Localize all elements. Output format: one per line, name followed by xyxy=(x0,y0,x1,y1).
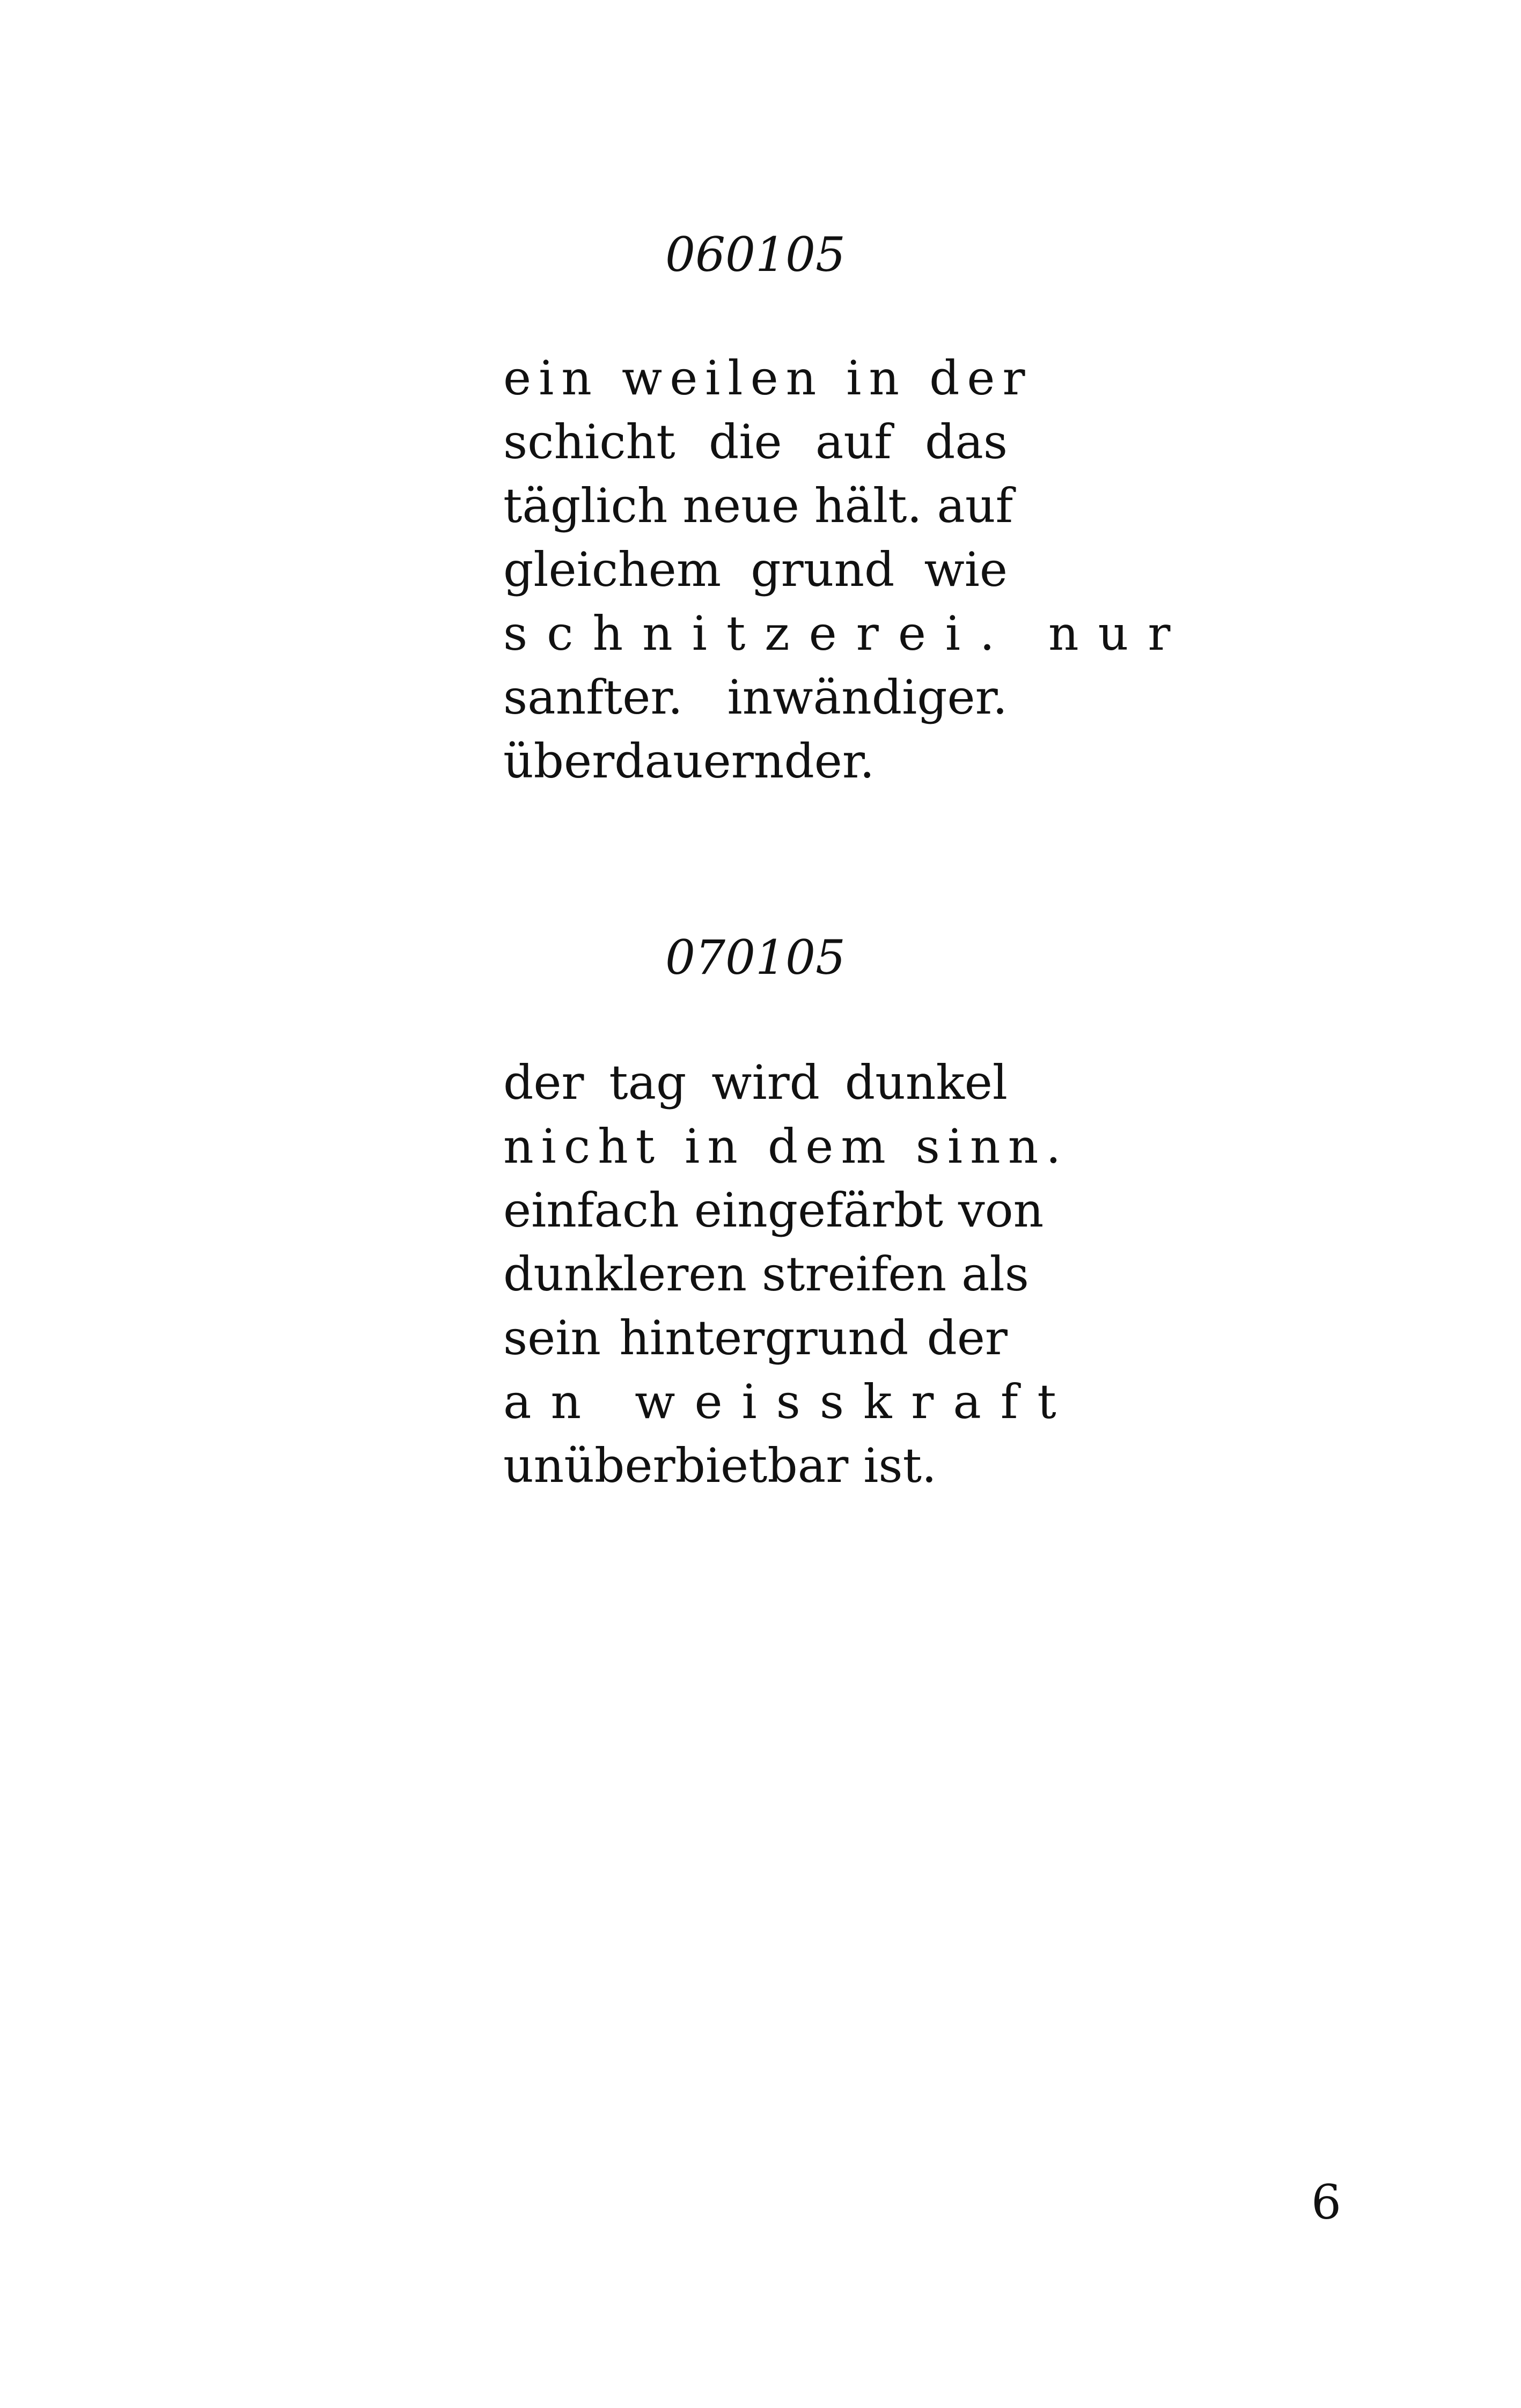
poem-line: täglich neue hält. auf xyxy=(503,478,1013,533)
poem-line: sein hintergrund der xyxy=(503,1310,1008,1365)
poem-body-060105 xyxy=(503,346,1190,793)
poem-line: schicht die auf das xyxy=(503,414,1008,469)
page-number: 6 xyxy=(1311,2175,1341,2230)
poem-line: nicht in dem sinn. xyxy=(503,1119,1069,1174)
poem-line: unüberbietbar ist. xyxy=(503,1438,937,1493)
poem-line: ein weilen in der xyxy=(503,350,1033,406)
poem-line: sanfter. inwändiger. xyxy=(503,670,1008,725)
poem-line: überdauernder. xyxy=(503,733,875,789)
poem-body-070105 xyxy=(503,1051,1076,1497)
poem-line: an weisskraft xyxy=(503,1374,1076,1429)
poem-line: schnitzerei. nur xyxy=(503,606,1190,661)
poem-line: der tag wird dunkel xyxy=(503,1055,1008,1110)
poem-line: gleichem grund wie xyxy=(503,542,1008,597)
poem-line: einfach eingefärbt von xyxy=(503,1183,1044,1238)
poem-title-060105: 060105 xyxy=(665,227,846,282)
poem-title-070105: 070105 xyxy=(665,930,846,985)
poem-line: dunkleren streifen als xyxy=(503,1246,1029,1302)
